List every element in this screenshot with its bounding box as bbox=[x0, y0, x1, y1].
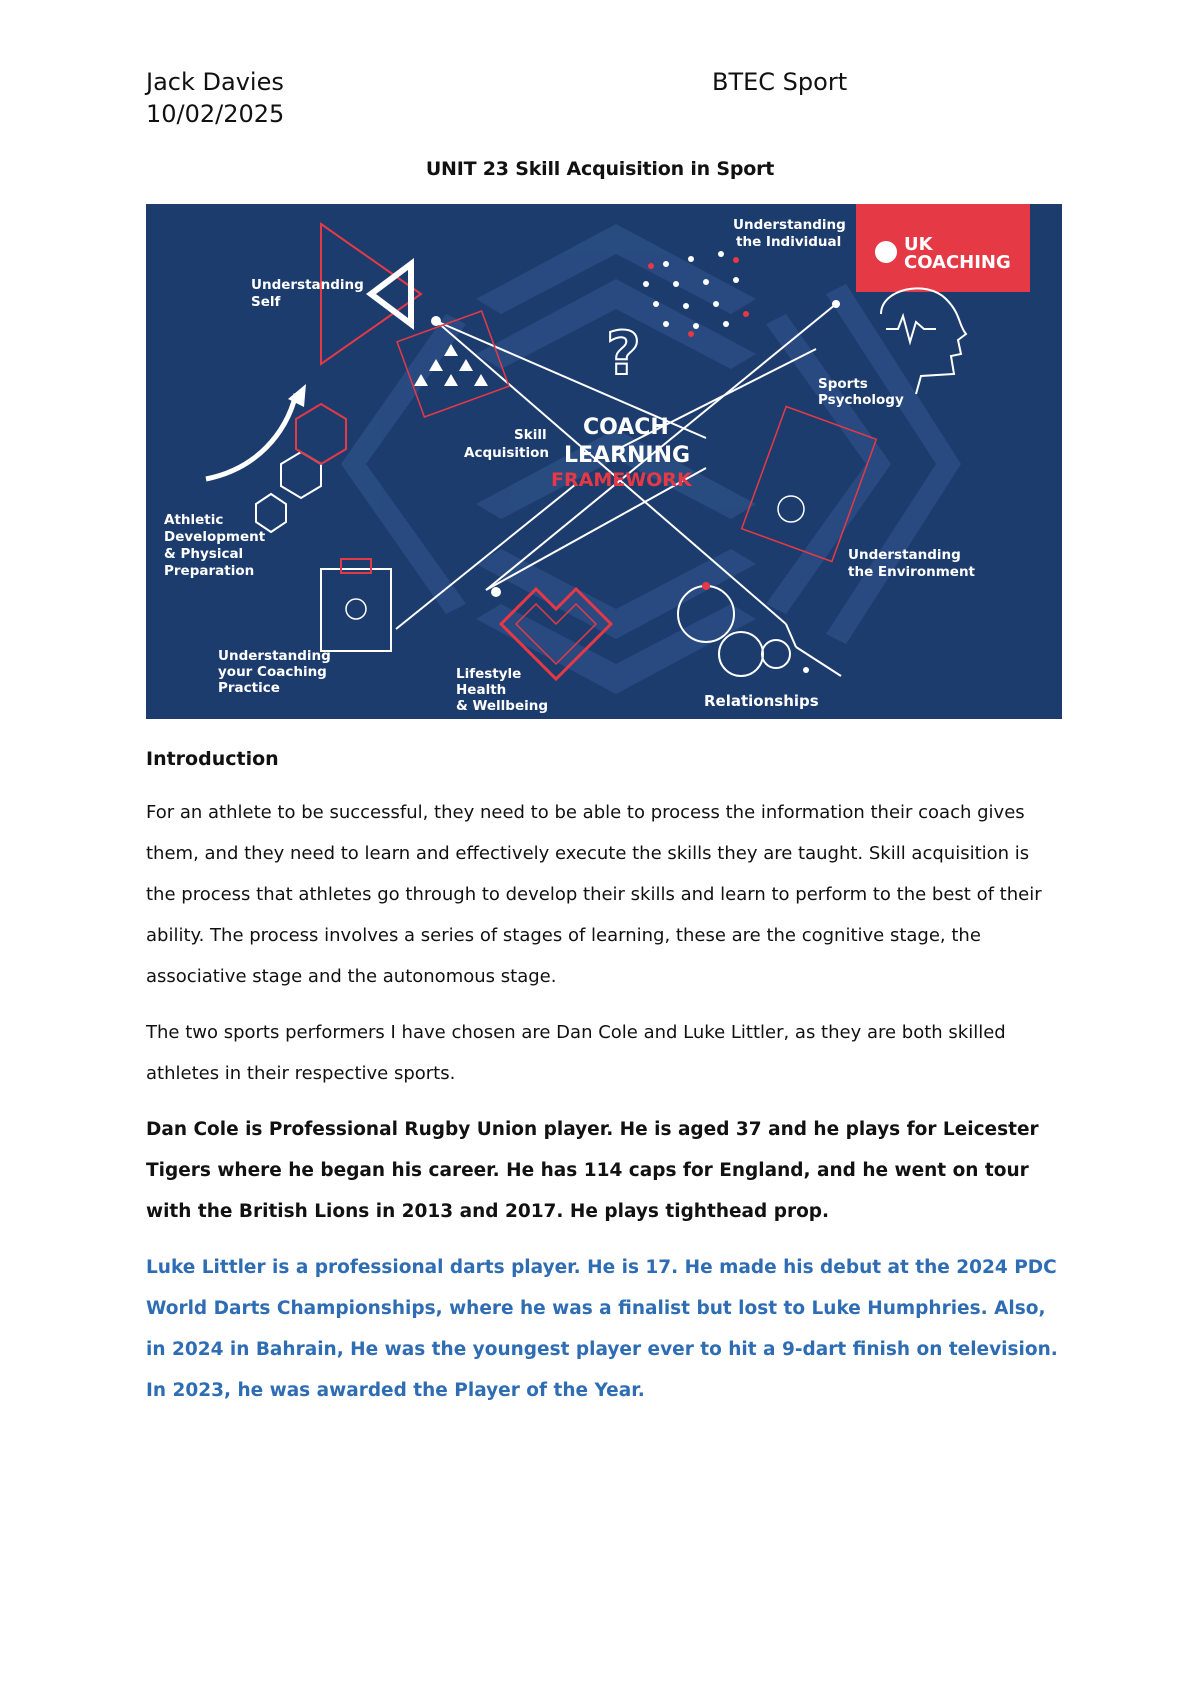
label-skill-acquisition: Skill bbox=[514, 427, 547, 443]
svg-text:Acquisition: Acquisition bbox=[464, 445, 549, 461]
hexagons-icon bbox=[256, 452, 321, 532]
brand-line-1: UK bbox=[904, 234, 933, 255]
document-date: 10/02/2025 bbox=[146, 100, 285, 128]
label-understanding-self: Understanding bbox=[251, 277, 364, 293]
label-understanding-individual: Understanding bbox=[733, 217, 846, 233]
author-name: Jack Davies bbox=[146, 68, 284, 96]
clipboard-icon bbox=[321, 569, 391, 651]
svg-text:Self: Self bbox=[251, 294, 281, 310]
curved-arrow-icon bbox=[206, 394, 296, 479]
luke-littler-paragraph: Luke Littler is a professional darts player. He is 17. He made his debut at the 2024 PDC World Darts Championships, where he was a finalist but lost to Luke Humphries. Also, in 2024 in Bahrain, He was the youngest player ever to hit a 9-dart finish on television. In 2023, he was awarded the Player of the Year. bbox=[146, 1257, 1058, 1401]
question-mark-icon: ? bbox=[606, 319, 641, 389]
document-body bbox=[146, 748, 1062, 1411]
svg-text:& Physical: & Physical bbox=[164, 546, 244, 562]
introduction-heading: Introduction bbox=[146, 748, 279, 770]
framework-title-line-2: LEARNING bbox=[564, 443, 691, 468]
svg-text:your Coaching: your Coaching bbox=[218, 664, 327, 680]
uk-coaching-logo-icon bbox=[875, 241, 897, 263]
label-relationships: Relationships bbox=[704, 692, 819, 710]
svg-text:Development: Development bbox=[164, 529, 266, 545]
introduction-paragraph: For an athlete to be successful, they need to be able to process the information their coach gives them, and they need to learn and effectively execute the skills they are taught. Skill acquisition is the process that athletes go through to develop their skills and learn to perform to the best of their ability. The process involves a series of stages of learning, these are the cognitive stage, the associative stage and the autonomous stage. bbox=[146, 802, 1042, 987]
coach-learning-framework-figure bbox=[146, 204, 1062, 719]
svg-text:the Environment: the Environment bbox=[848, 564, 976, 580]
label-athletic-development: Athletic bbox=[164, 512, 224, 528]
label-sports-psychology: Sports bbox=[818, 376, 868, 392]
svg-text:Preparation: Preparation bbox=[164, 563, 255, 579]
label-understanding-environment: Understanding bbox=[848, 547, 961, 563]
svg-text:Practice: Practice bbox=[218, 680, 280, 696]
svg-text:the Individual: the Individual bbox=[736, 234, 842, 250]
label-coaching-practice: Understanding bbox=[218, 648, 331, 664]
framework-title-line-1: COACH bbox=[583, 415, 669, 440]
framework-title-line-3: FRAMEWORK bbox=[551, 469, 692, 491]
dan-cole-paragraph: Dan Cole is Professional Rugby Union player. He is aged 37 and he plays for Leicester Tigers where he began his career. He has 114 caps for England, and he went on tour with the British Lions in 2013 and 2017. He plays tighthead prop. bbox=[146, 1119, 1039, 1222]
svg-text:Psychology: Psychology bbox=[818, 392, 904, 408]
label-lifestyle: Lifestyle bbox=[456, 666, 522, 682]
svg-text:& Wellbeing: & Wellbeing bbox=[456, 698, 549, 714]
performers-paragraph: The two sports performers I have chosen are Dan Cole and Luke Littler, as they are both skilled athletes in their respective sports. bbox=[146, 1022, 1006, 1084]
page-title: UNIT 23 Skill Acquisition in Sport bbox=[425, 158, 775, 180]
brand-line-2: COACHING bbox=[904, 252, 1011, 273]
svg-text:Health: Health bbox=[456, 682, 507, 698]
course-name: BTEC Sport bbox=[712, 68, 848, 96]
